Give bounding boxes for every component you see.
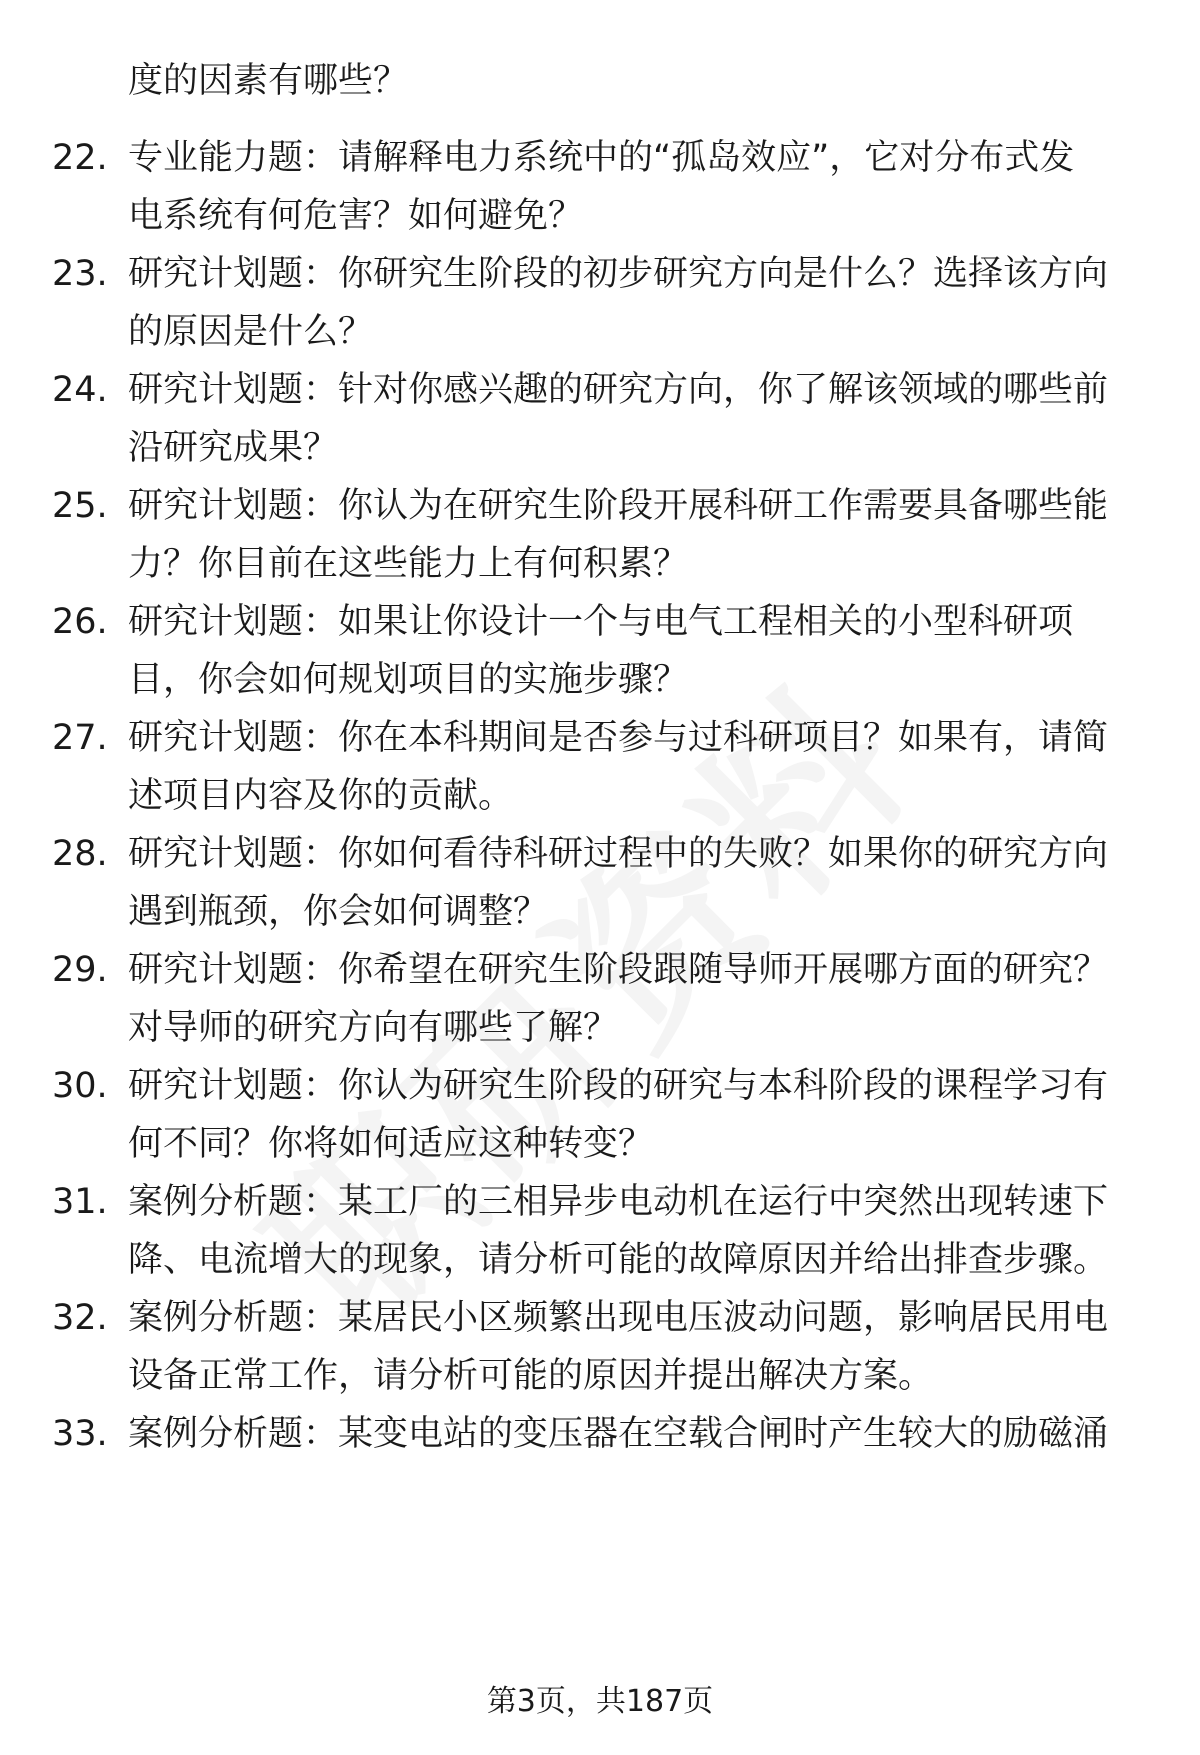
question-number: 28. (52, 834, 108, 874)
question-text: 研究计划题：针对你感兴趣的研究方向，你了解该领域的哪些前 沿研究成果？ (128, 370, 1109, 468)
question-number: 24. (52, 370, 108, 410)
question-text: 研究计划题：你研究生阶段的初步研究方向是什么？选择该方向 的原因是什么？ (128, 254, 1109, 352)
question-number: 32. (52, 1298, 108, 1338)
question-text: 案例分析题：某变电站的变压器在空载合闸时产生较大的励磁涌 (128, 1414, 1109, 1454)
question-text: 案例分析题：某居民小区频繁出现电压波动问题，影响居民用电 设备正常工作，请分析可能的原因并提出解决方案。 (128, 1298, 1109, 1396)
question-number: 26. (52, 602, 108, 642)
question-number: 25. (52, 486, 108, 526)
question-number: 31. (52, 1182, 108, 1222)
question-text: 研究计划题：你如何看待科研过程中的失败？如果你的研究方向 遇到瓶颈，你会如何调整？ (128, 834, 1109, 932)
question-number: 23. (52, 254, 108, 294)
question-text: 研究计划题：你认为在研究生阶段开展科研工作需要具备哪些能 力？你目前在这些能力上有何积累？ (128, 486, 1109, 584)
question-text: 专业能力题：请解释电力系统中的“孤岛效应”，它对分布式发 电系统有何危害？如何避免？ (128, 138, 1075, 236)
question-number: 27. (52, 718, 108, 758)
question-text: 研究计划题：你希望在研究生阶段跟随导师开展哪方面的研究？ 对导师的研究方向有哪些了解？ (128, 950, 1109, 1048)
question-text: 研究计划题：你在本科期间是否参与过科研项目？如果有，请简 述项目内容及你的贡献。 (128, 718, 1109, 816)
page-footer: 第3页，共187页 (486, 1684, 714, 1719)
question-number: 29. (52, 950, 108, 990)
question-number: 30. (52, 1066, 108, 1106)
question-text: 研究计划题：如果让你设计一个与电气工程相关的小型科研项 目，你会如何规划项目的实施步骤？ (128, 602, 1074, 700)
question-text: 研究计划题：你认为研究生阶段的研究与本科阶段的课程学习有 何不同？你将如何适应这种转变？ (128, 1066, 1109, 1164)
question-text: 案例分析题：某工厂的三相异步电动机在运行中突然出现转速下 降、电流增大的现象，请分析可能的故障原因并给出排查步骤。 (128, 1182, 1109, 1280)
question-number: 22. (52, 138, 108, 178)
continuation-text: 度的因素有哪些？ (128, 61, 409, 101)
question-number: 33. (52, 1414, 108, 1454)
